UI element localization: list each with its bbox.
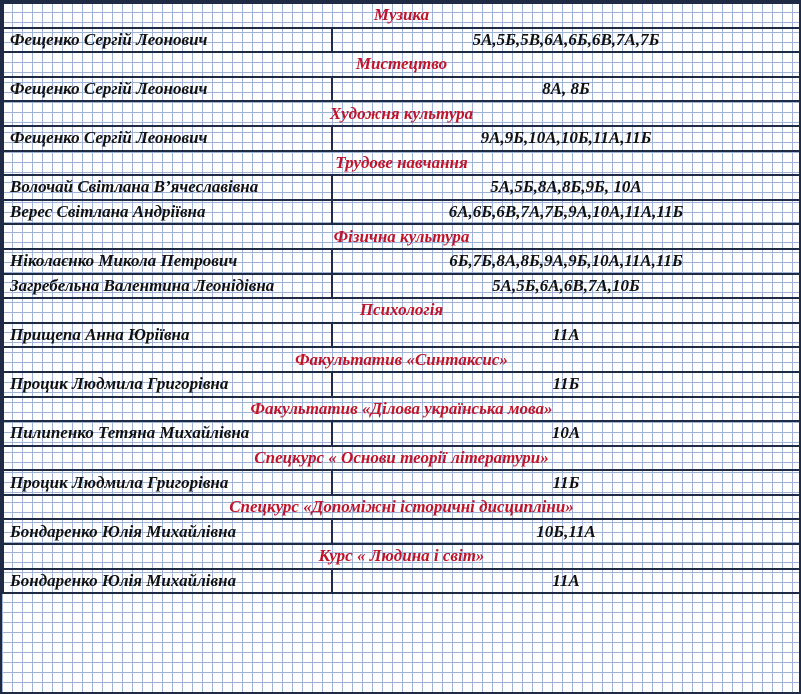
section-title: Музика — [3, 3, 800, 28]
section-header-row — [3, 544, 800, 569]
teacher-name: Верес Світлана Андріївна — [3, 200, 332, 225]
teacher-name: Загребельна Валентина Леонідівна — [3, 274, 332, 299]
teacher-name: Фещенко Сергій Леонович — [3, 28, 332, 53]
table-row — [3, 249, 800, 274]
table-row — [3, 28, 800, 53]
section-header-row — [3, 151, 800, 176]
class-list: 5А,5Б,8А,8Б,9Б, 10А — [332, 175, 800, 200]
section-title: Психологія — [3, 298, 800, 323]
teacher-name: Бондаренко Юлія Михайлівна — [3, 519, 332, 544]
table-row — [3, 519, 800, 544]
section-title: Спецкурс «Допоміжні історичні дисципліни» — [3, 495, 800, 520]
class-list: 11А — [332, 323, 800, 348]
teacher-name: Бондаренко Юлія Михайлівна — [3, 569, 332, 594]
schedule-body — [3, 3, 800, 593]
table-row — [3, 421, 800, 446]
teacher-name: Фещенко Сергій Леонович — [3, 77, 332, 102]
class-list: 11Б — [332, 470, 800, 495]
section-header-row — [3, 298, 800, 323]
section-title: Фізична культура — [3, 224, 800, 249]
schedule-table — [2, 2, 801, 594]
class-list: 5А,5Б,5В,6А,6Б,6В,7А,7Б — [332, 28, 800, 53]
section-header-row — [3, 397, 800, 422]
table-row — [3, 175, 800, 200]
table-row — [3, 274, 800, 299]
class-list: 11Б — [332, 372, 800, 397]
table-row — [3, 126, 800, 151]
section-title: Факультатив «Ділова українська мова» — [3, 397, 800, 422]
class-list: 6Б,7Б,8А,8Б,9А,9Б,10А,11А,11Б — [332, 249, 800, 274]
section-title: Мистецтво — [3, 52, 800, 77]
section-title: Спецкурс « Основи теорії літератури» — [3, 446, 800, 471]
teacher-name: Пилипенко Тетяна Михайлівна — [3, 421, 332, 446]
table-row — [3, 323, 800, 348]
section-header-row — [3, 347, 800, 372]
teacher-name: Волочай Світлана В’ячеславівна — [3, 175, 332, 200]
class-list: 11А — [332, 569, 800, 594]
table-row — [3, 470, 800, 495]
class-list: 10Б,11А — [332, 519, 800, 544]
class-list: 5А,5Б,6А,6В,7А,10Б — [332, 274, 800, 299]
section-header-row — [3, 52, 800, 77]
section-title: Художня культура — [3, 101, 800, 126]
section-title: Трудове навчання — [3, 151, 800, 176]
section-header-row — [3, 101, 800, 126]
section-title: Факультатив «Синтаксис» — [3, 347, 800, 372]
table-row — [3, 200, 800, 225]
teacher-name: Ніколаєнко Микола Петрович — [3, 249, 332, 274]
section-header-row — [3, 224, 800, 249]
table-row — [3, 77, 800, 102]
section-header-row — [3, 446, 800, 471]
teacher-name: Процик Людмила Григорівна — [3, 372, 332, 397]
class-list: 6А,6Б,6В,7А,7Б,9А,10А,11А,11Б — [332, 200, 800, 225]
teacher-name: Прищепа Анна Юріївна — [3, 323, 332, 348]
class-list: 9А,9Б,10А,10Б,11А,11Б — [332, 126, 800, 151]
section-header-row — [3, 495, 800, 520]
table-row — [3, 569, 800, 594]
section-title: Курс « Людина і світ» — [3, 544, 800, 569]
table-row — [3, 372, 800, 397]
section-header-row — [3, 3, 800, 28]
class-list: 8А, 8Б — [332, 77, 800, 102]
teacher-name: Фещенко Сергій Леонович — [3, 126, 332, 151]
class-list: 10А — [332, 421, 800, 446]
teacher-name: Процик Людмила Григорівна — [3, 470, 332, 495]
